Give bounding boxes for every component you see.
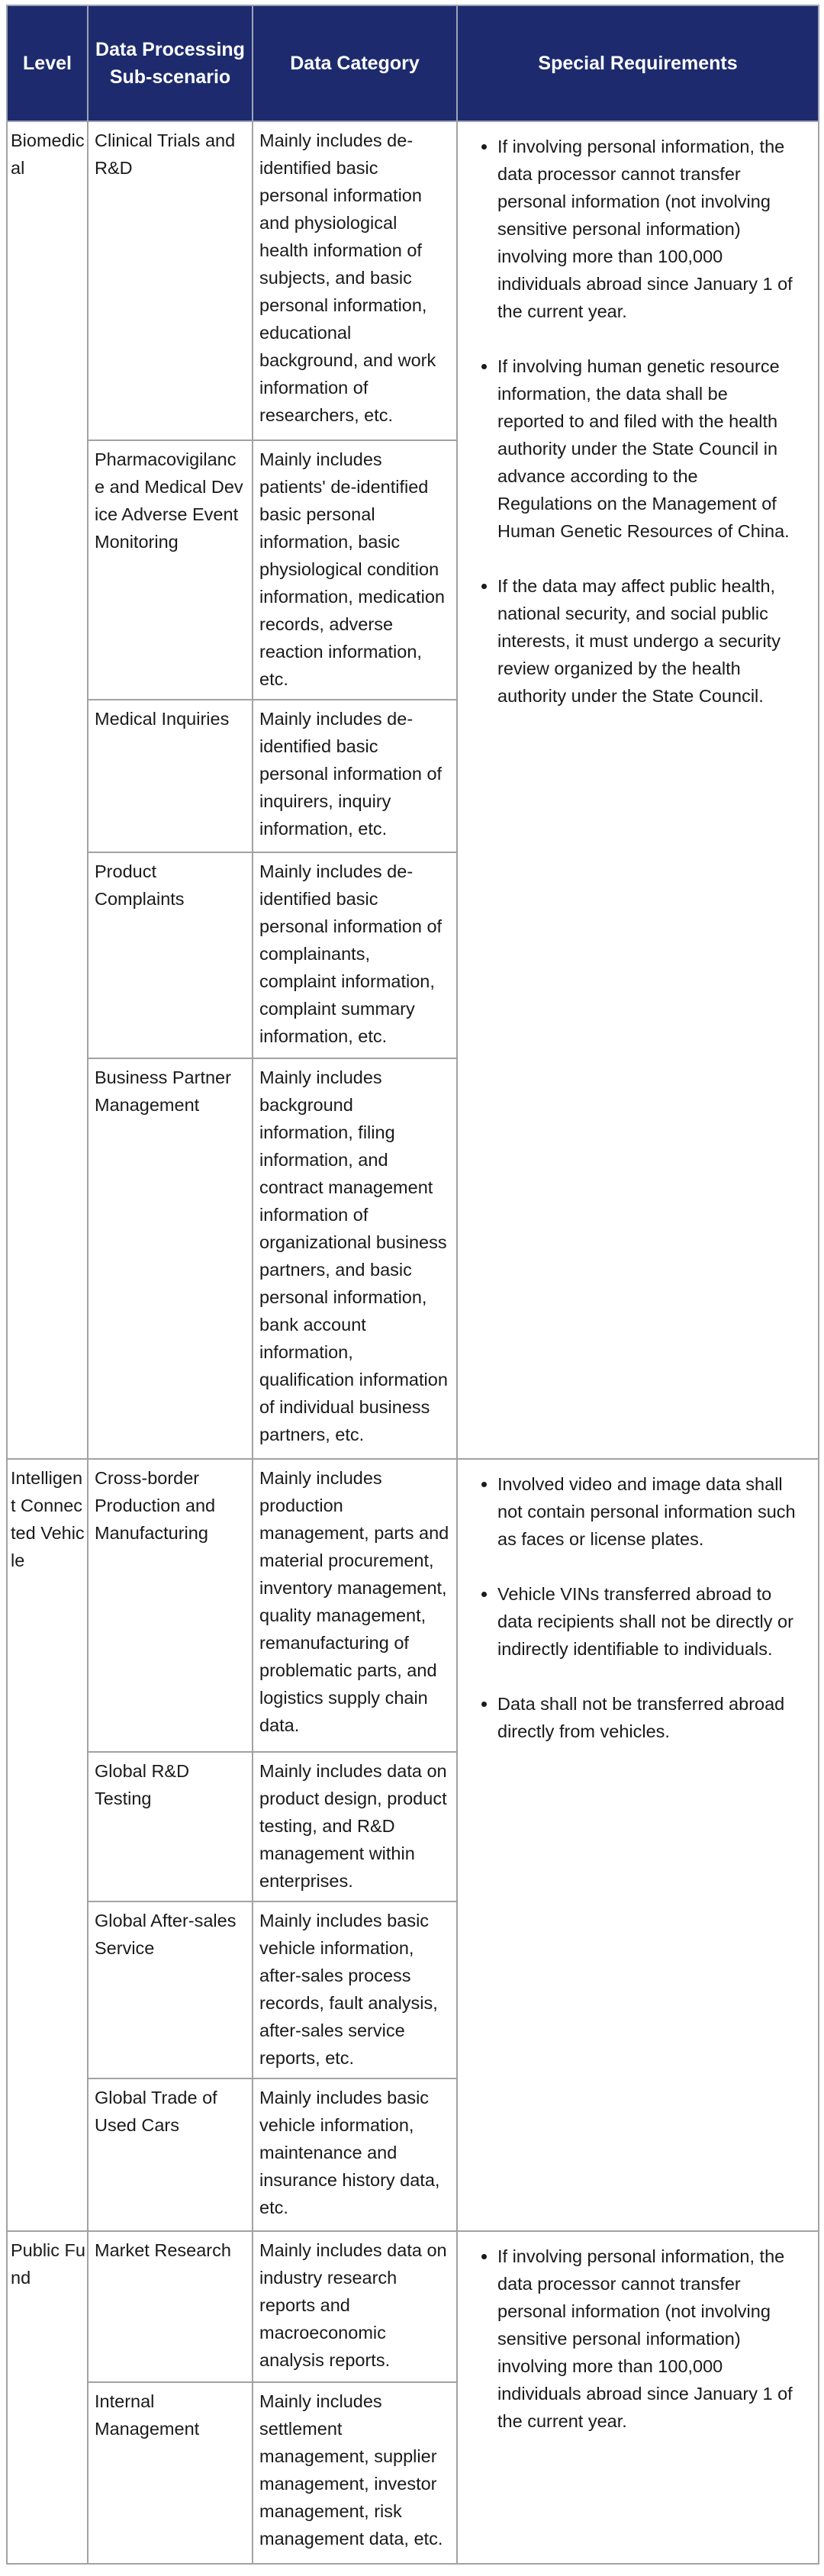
sub-scenario-cell: Medical Inquiries [88,700,253,852]
data-category-cell: Mainly includes data on industry research reports and macroeconomic analysis reports. [253,2231,457,2382]
data-category-cell: Mainly includes de-identified basic personal information and physiological health information of subjects, and basic personal information, educational background, and work information of researchers, etc. [253,121,457,440]
sub-scenario-cell: Pharmacovigilance and Medical Device Adverse Event Monitoring [88,440,253,700]
sub-scenario-cell: Global R&D Testing [88,1752,253,1901]
data-category-cell: Mainly includes settlement management, supplier management, investor management, risk management data, etc. [253,2382,457,2564]
list-item: • If involving human genetic resource information, the data shall be reported to and filed with the health authority under the State Council in advance according to the Regulations on the Management of Human Genetic Resources of China. [497,353,797,545]
header-level: Level [7,5,88,121]
list-item: • If involving personal information, the data processor cannot transfer personal information (not involving sensitive personal information) involving more than 100,000 individuals abroad since January 1 of the current year. [497,2243,797,2435]
header-data-category: Data Category [253,5,457,121]
data-category-cell: Mainly includes basic vehicle information, after-sales process records, fault analysis, after-sales service reports, etc. [253,1901,457,2079]
table-row [7,1459,819,1752]
header-sub-scenario: Data Processing Sub-scenario [88,5,253,121]
sub-scenario-cell: Product Complaints [88,852,253,1058]
list-item: • Data shall not be transferred abroad directly from vehicles. [497,1690,797,1745]
sub-scenario-cell: Business Partner Management [88,1058,253,1459]
list-item: • If the data may affect public health, national security, and social public interests, it must undergo a security review organized by the health authority under the State Council. [497,572,797,710]
list-item: • Vehicle VINs transferred abroad to data recipients shall not be directly or indirectly identifiable to individuals. [497,1580,797,1663]
table-row [7,121,819,440]
data-category-cell: Mainly includes de-identified basic personal information of inquirers, inquiry information, etc. [253,700,457,852]
level-cell: Intelligent Connected Vehicle [7,1459,88,2231]
table-header-row [7,5,819,121]
data-category-cell: Mainly includes production management, parts and material procurement, inventory management, quality management, remanufacturing of problematic parts, and logistics supply chain data. [253,1459,457,1752]
sub-scenario-cell: Internal Management [88,2382,253,2564]
table-row [7,2231,819,2382]
special-requirements-cell [457,1459,819,2231]
header-special-requirements: Special Requirements [457,5,819,121]
data-category-cell: Mainly includes data on product design, product testing, and R&D management within enterprises. [253,1752,457,1901]
level-cell: Public Fund [7,2231,88,2564]
sub-scenario-cell: Market Research [88,2231,253,2382]
data-category-cell: Mainly includes background information, filing information, and contract management information of organizational business partners, and basic personal information, bank account information, qualification information of individual business partners, etc. [253,1058,457,1459]
data-category-cell: Mainly includes basic vehicle information, maintenance and insurance history data, etc. [253,2079,457,2231]
sub-scenario-cell: Cross-border Production and Manufacturing [88,1459,253,1752]
sub-scenario-cell: Global Trade of Used Cars [88,2079,253,2231]
data-category-cell: Mainly includes de-identified basic personal information of complainants, complaint information, complaint summary information, etc. [253,852,457,1058]
sub-scenario-cell: Clinical Trials and R&D [88,121,253,440]
data-scenario-table [6,5,819,2565]
special-requirements-cell [457,121,819,1459]
requirements-list [468,2243,797,2435]
special-requirements-cell [457,2231,819,2564]
data-category-cell: Mainly includes patients' de-identified basic personal information, basic physiological condition information, medication records, adverse reaction information, etc. [253,440,457,700]
list-item: • If involving personal information, the data processor cannot transfer personal information (not involving sensitive personal information) involving more than 100,000 individuals abroad since January 1 of the current year. [497,133,797,325]
list-item: • Involved video and image data shall not contain personal information such as faces or license plates. [497,1470,797,1553]
sub-scenario-cell: Global After-sales Service [88,1901,253,2079]
requirements-list [468,1470,797,1745]
requirements-list [468,133,797,710]
level-cell: Biomedical [7,121,88,1459]
document-page [6,5,818,2565]
